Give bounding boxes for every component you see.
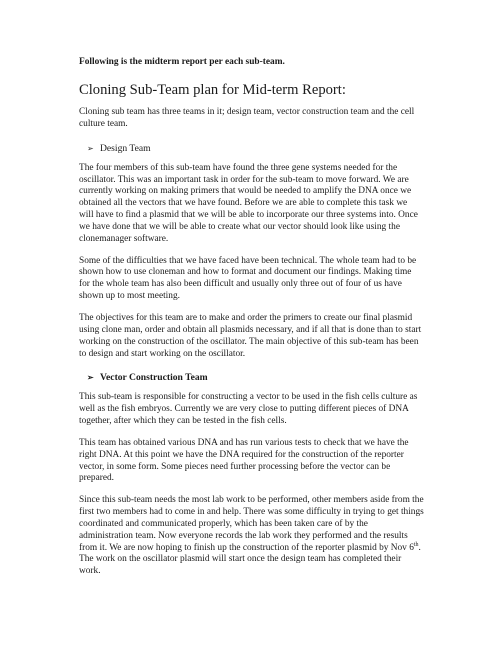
design-paragraph-1: The four members of this sub-team have found the three gene systems needed for the oscillator. This was an important task in order for the sub-team to move forward. We are currently working on making primers that would be needed to amplify the DNA once we obtained all the vectors that we have found. Before we are able to complete this task we will have to find a plasmid that we will be able to incorporate our three systems into. Once we have done that we will be able to create what our vector should look like using the clonemanager software.	[79, 162, 418, 244]
vector-paragraph-3-end: . The work on the oscillator plasmid will start once the design team has completed their work.	[79, 542, 421, 577]
intro-line: Following is the midterm report per each sub-team.	[79, 57, 285, 67]
design-team-heading	[79, 143, 424, 155]
design-paragraph-2: Some of the difficulties that we have faced have been technical. The whole team had to be shown how to use cloneman and how to format and document our findings. Making time for the whole team has also been difficult and usually only three out of four of us have shown up to most meeting.	[79, 255, 417, 302]
vector-paragraph-2: This team has obtained various DNA and has run various tests to check that we have the right DNA. At this point we have the DNA required for the construction of the reporter vector, in some form. Some pieces need further processing before the vector can be prepared.	[79, 437, 409, 484]
vector-team-heading-label: Vector Construction Team	[100, 372, 208, 384]
vector-paragraph-3	[79, 495, 424, 578]
vector-paragraph-1: This sub-team is responsible for constructing a vector to be used in the fish cells culture as well as the fish embryos. Currently we are very close to putting different pieces of DNA together, after which they can be tested in the fish cells.	[79, 392, 418, 427]
design-team-heading-label: Design Team	[100, 142, 151, 154]
overview-paragraph: Cloning sub team has three teams in it; design team, vector construction team and the cell culture team.	[79, 107, 415, 129]
arrow-bullet-icon: ➢	[87, 143, 94, 153]
report-title: Cloning Sub-Team plan for Mid-term Report:	[79, 82, 346, 98]
vector-paragraph-3-start: Since this sub-team needs the most lab work to be performed, other members aside from the first two members had to come in and help. There was some difficulty in trying to get things coordinated and communicated properly, which has been taken care of by the administration team. Now everyone records the lab work they performed and the results from it. We are now hoping to finish up the construction of the reporter plasmid by Nov 6	[79, 495, 424, 553]
document-page	[79, 56, 424, 578]
ordinal-suffix: th	[413, 541, 419, 548]
arrow-bullet-icon: ➢	[87, 373, 94, 383]
vector-team-heading	[79, 372, 424, 384]
design-paragraph-3: The objectives for this team are to make and order the primers to create our final plasmid using clone man, order and obtain all plasmids necessary, and if all that is done than to start working on the construction of the oscillator. The main objective of this sub-team has been to design and start working on the oscillator.	[79, 312, 422, 359]
